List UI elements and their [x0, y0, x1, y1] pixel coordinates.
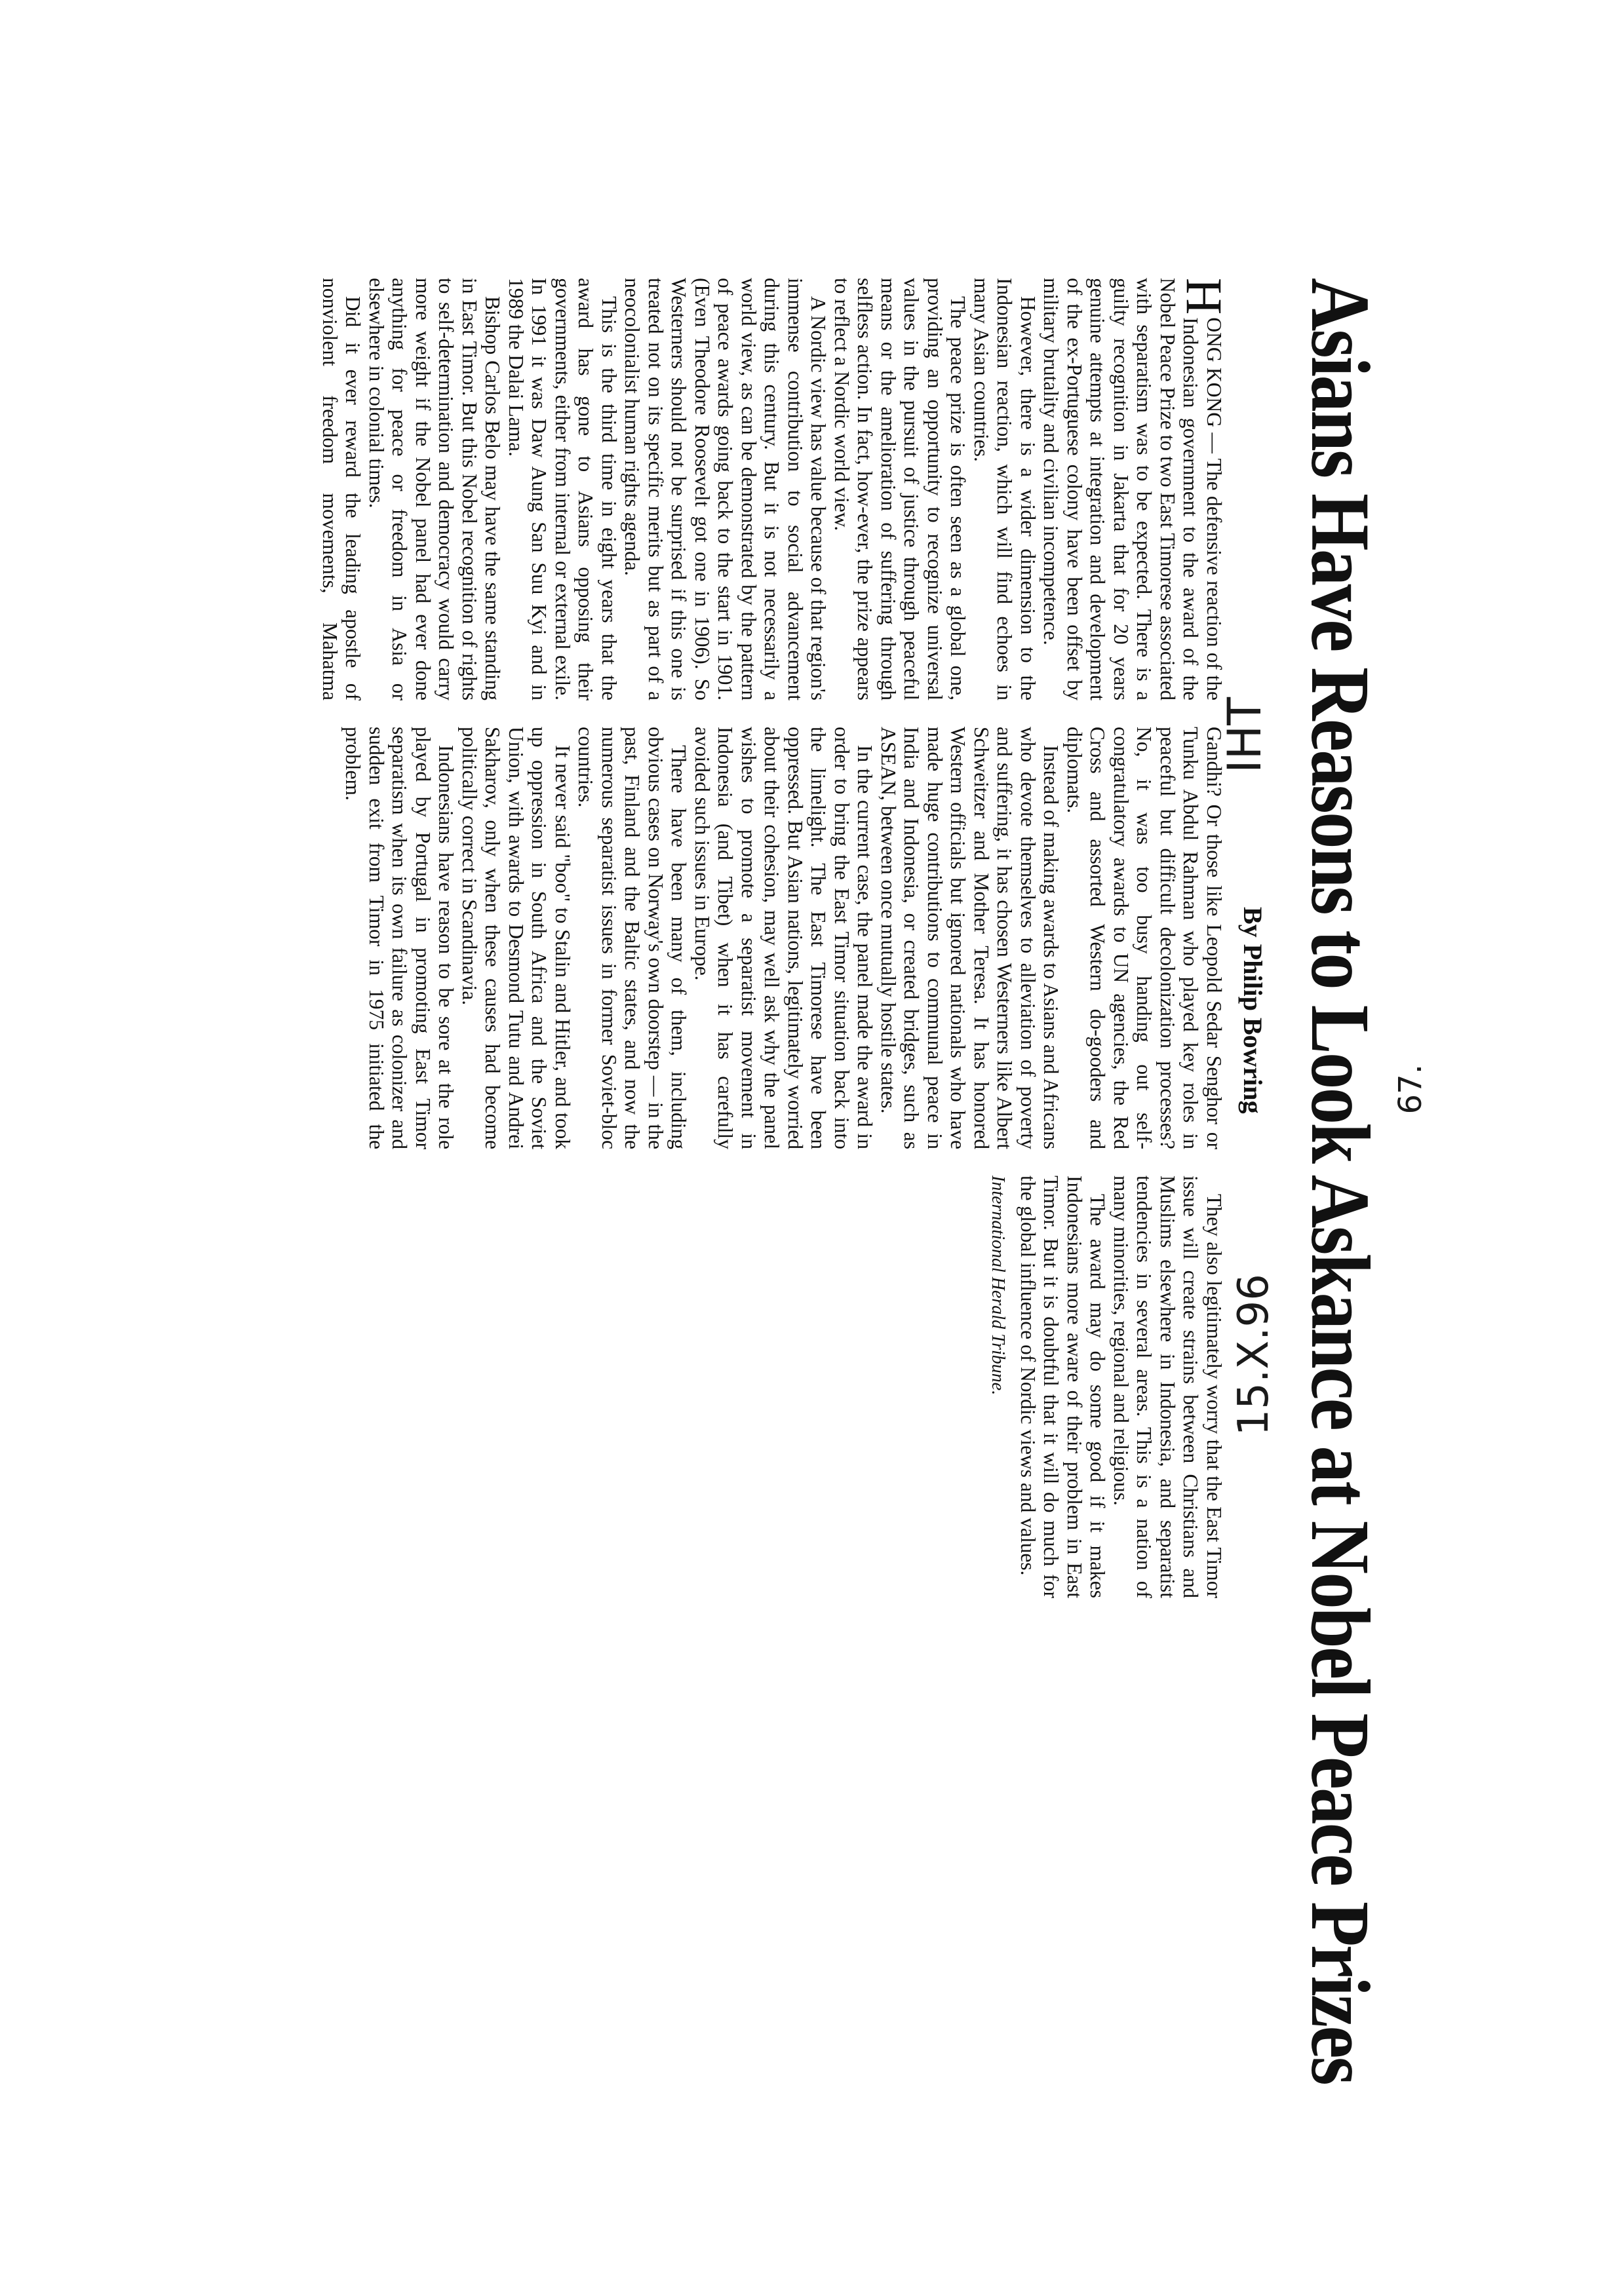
article-paragraph: Indonesians have reason to be sore at the role played by Portugal in promoting East Timor separatism when its own failure as colonizer and sudden exit from Timor in 1975 initiated the problem.	[341, 727, 458, 1149]
handwritten-page-number: 67.	[1392, 1064, 1429, 1115]
credit-line	[986, 1176, 1011, 1598]
headline: Asians Have Reasons to Look Askance at Nobel Peace Prizes	[1294, 278, 1387, 2084]
article-paragraph: Instead of making awards to Asians and Africans who devote themselves to alleviation of poverty and suffering, it has chosen Westerners like Albert Schweitzer and Mother Teresa. It has honored Western officials but ignored nationals who have made huge contributions to communal peace in India and Indonesia, or created bridges, such as ASEAN, between once mutually hostile states.	[877, 727, 1063, 1149]
publication-credit: International Herald Tribune.	[988, 1176, 1009, 1396]
article-paragraph: This is the third time in eight years that the award has gone to Asians opposing their governments, either from internal or external exile. In 1991 it was Daw Aung San Suu Kyi and in 1989 the Dalai Lama.	[505, 278, 621, 700]
article-paragraph: They also legitimately worry that the East Timor issue will create strains between Christians and Muslims elsewhere in Indonesia, and separatist tendencies in several areas. This is a nation of many minorities, regional and religious.	[1110, 1176, 1226, 1598]
article-paragraph: Bishop Carlos Belo may have the same standing in East Timor. But this Nobel recognition of rights to self-determination and democracy would carry more weight if the Nobel panel had ever done anything for peace or freedom in Asia or elsewhere in colonial times.	[365, 278, 505, 700]
article-paragraph: Did it ever reward the leading apostle of nonviolent freedom movements, Mahatma Gandhi? Or those like Leopold Sedar Senghor or Tunku Abdul Rahman who played key roles in peaceful but difficult decolonization processes? No, it was too busy handing out self-congratulatory awards to UN agencies, the Red Cross and assorted Western do-gooders and diplomats.	[319, 278, 1226, 1149]
article-body	[315, 278, 1233, 2047]
article-paragraph: In the current case, the panel made the award in order to bring the East Timor situation back into the limelight. The East Timorese have been oppressed. But Asian nations, legitimately worried about their cohesion, may well ask why the panel wishes to promote a separatist movement in Indonesia (and Tibet) when it has carefully avoided such issues in Europe.	[691, 727, 877, 1149]
article-paragraph: It never said "boo" to Stalin and Hitler, and took up oppression in South Africa and the Soviet Union, with awards to Desmond Tutu and Andrei Sakharov, only when these causes had become politically correct in Scandinavia.	[458, 727, 574, 1149]
drop-cap: H	[1176, 278, 1233, 315]
newspaper-clipping	[315, 278, 1429, 2084]
byline: By Philip Bowring	[1238, 907, 1268, 1114]
handwritten-date: 15.X.96	[1230, 1274, 1278, 1436]
article-paragraph: However, there is a wider dimension to the Indonesian reaction, which will find echoes in many Asian countries.	[970, 278, 1040, 700]
article-paragraph: The peace prize is often seen as a global one, providing an opportunity to recognize universal values in the pursuit of justice through peaceful means or the amelioration of suffering through selfless action. In fact, how-ever, the prize appears to reflect a Nordic world view.	[830, 278, 970, 700]
article-paragraph: The award may do some good if it makes Indonesians more aware of their problem in East Timor. But it is doubtful that it will do much for the global influence of Nordic views and values.	[1017, 1176, 1110, 1598]
article-paragraph: There have been many of them, including obvious cases on Norway's own doorstep — in the past, Finland and the Baltic states, and now the numerous separatist issues in former Soviet-bloc countries.	[574, 727, 691, 1149]
handwritten-source-note: IHT	[1218, 697, 1272, 774]
article-paragraph-text: ONG KONG — The defensive reaction of the Indonesian government to the award of the Nobel Peace Prize to two East Timorese associated with separatism was to be expected. There is a guilty recognition in Jakarta that for 20 years genuine attempts at integration and development of the ex-Portuguese colony have been offset by military brutality and civilian incompetence.	[1040, 278, 1226, 700]
article-paragraph: A Nordic view has value because of that region's immense contribution to social advancement during this century. But it is not necessarily a world view, as can be demonstrated by the pattern of peace awards going back to the start in 1901. (Even Theodore Roosevelt got one in 1906). So Westerners should not be surprised if this one is treated not on its specific merits but as part of a neocolonialist human rights agenda.	[621, 278, 830, 700]
article-paragraph	[1040, 278, 1233, 700]
